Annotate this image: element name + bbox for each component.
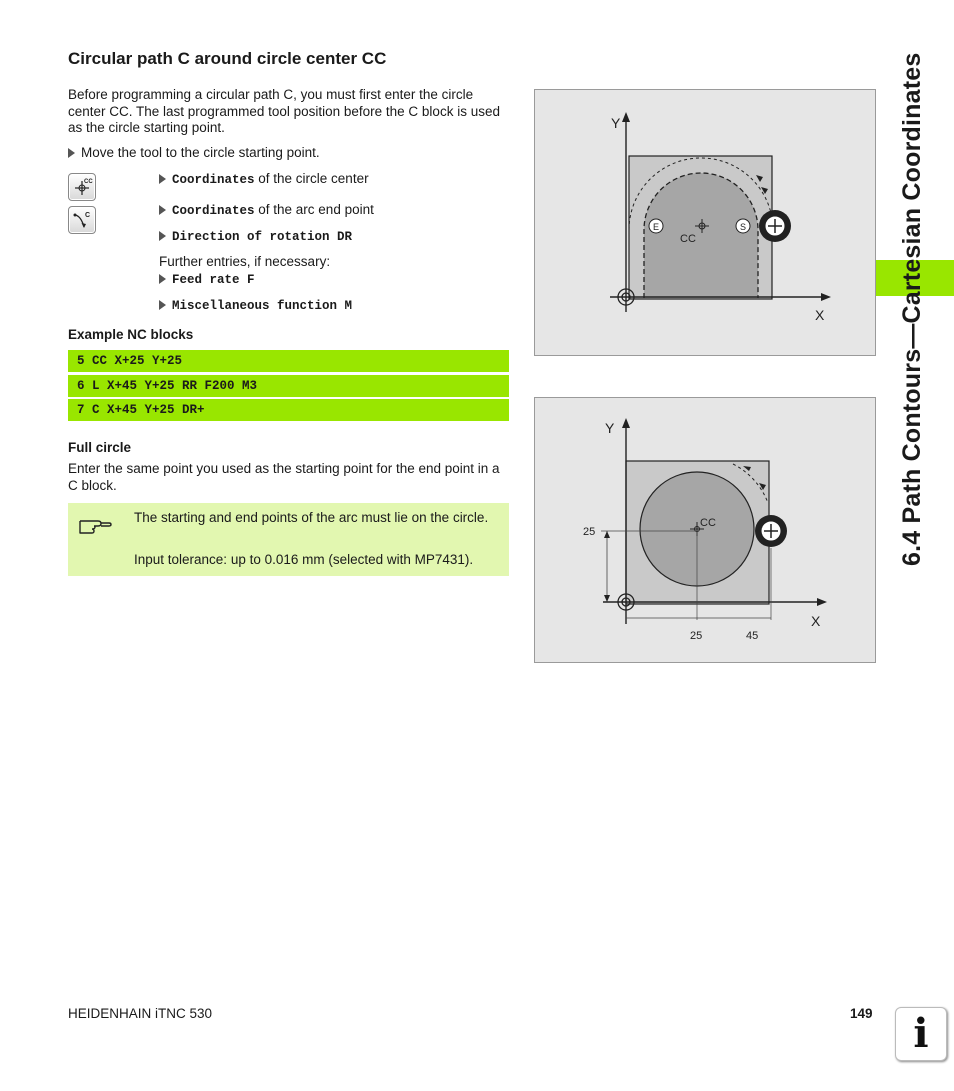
info-icon — [895, 1007, 947, 1061]
circle-center-icon — [69, 174, 95, 200]
full-circle-diagram — [535, 398, 875, 662]
figure-arc-path — [534, 89, 876, 356]
step-text: of the arc end point — [254, 202, 374, 217]
cc-key-label: CC — [84, 179, 93, 185]
start-point-label: S — [739, 222, 747, 232]
info-icon-letter: i — [913, 1010, 929, 1057]
dimension-y: 25 — [583, 526, 596, 538]
dimension-x-45: 45 — [746, 630, 759, 642]
nc-block-row: 6 L X+45 Y+25 RR F200 M3 — [68, 375, 509, 397]
footer-product: HEIDENHAIN iTNC 530 — [68, 1006, 213, 1021]
step-misc-function — [159, 297, 352, 314]
further-entries-text: Further entries, if necessary: — [159, 254, 331, 269]
step-feed-rate — [159, 271, 255, 288]
figure-full-circle — [534, 397, 876, 663]
full-circle-heading: Full circle — [68, 440, 132, 455]
note-box — [68, 503, 509, 576]
cc-label: CC — [700, 517, 716, 529]
step-code: Feed rate F — [172, 273, 255, 287]
step-arrow-icon — [159, 231, 166, 241]
x-axis-label: X — [811, 613, 821, 629]
arc-path-icon — [69, 207, 95, 233]
page-number: 149 — [850, 1006, 873, 1021]
nc-block-row: 5 CC X+25 Y+25 — [68, 350, 509, 372]
example-heading: Example NC blocks — [68, 327, 194, 342]
step-direction — [159, 228, 352, 245]
y-axis-label: Y — [611, 115, 621, 131]
full-circle-paragraph: Enter the same point you used as the starting point for the end point in a C block. — [68, 461, 500, 493]
step-text: of the circle center — [254, 171, 369, 186]
step-code: Coordinates — [172, 173, 255, 187]
step-end-coordinates — [159, 202, 374, 219]
page-title: Circular path C around circle center CC — [68, 49, 387, 68]
cc-key-button[interactable] — [68, 173, 96, 201]
x-axis-label: X — [815, 307, 825, 323]
move-step — [68, 145, 320, 161]
step-arrow-icon — [159, 300, 166, 310]
milling-tool-icon — [755, 515, 787, 547]
step-code: Coordinates — [172, 204, 255, 218]
cc-label: CC — [680, 233, 696, 245]
arc-diagram — [535, 90, 875, 355]
step-arrow-icon — [68, 148, 75, 158]
nc-block-row: 7 C X+45 Y+25 DR+ — [68, 399, 509, 421]
c-key-button[interactable] — [68, 206, 96, 234]
step-arrow-icon — [159, 274, 166, 284]
move-step-text: Move the tool to the circle starting point. — [81, 145, 320, 160]
note-line-2: Input tolerance: up to 0.016 mm (selected with MP7431). — [134, 552, 474, 567]
step-arrow-icon — [159, 205, 166, 215]
side-chapter-title: 6.4 Path Contours—Cartesian Coordinates — [898, 52, 926, 566]
step-cc-coordinates — [159, 171, 369, 188]
c-key-label: C — [85, 212, 91, 219]
step-arrow-icon — [159, 174, 166, 184]
end-point-label: E — [652, 222, 660, 232]
intro-paragraph: Before programming a circular path C, you must first enter the circle center CC. The last programmed tool position before the C block is used as the circle starting point. — [68, 87, 500, 135]
note-line-1: The starting and end points of the arc must lie on the circle. — [134, 510, 489, 525]
milling-tool-icon — [759, 210, 791, 242]
step-code: Miscellaneous function M — [172, 299, 353, 313]
step-code: Direction of rotation DR — [172, 230, 353, 244]
dimension-x-25: 25 — [690, 630, 703, 642]
pointing-hand-icon — [78, 513, 112, 537]
y-axis-label: Y — [605, 420, 615, 436]
